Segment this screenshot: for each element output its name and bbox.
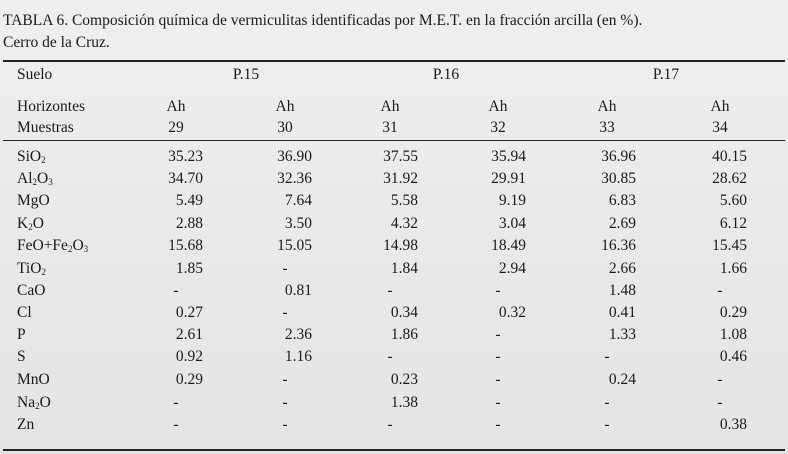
value-cell: 0.23 [390, 371, 418, 388]
value-cell: 9.19 [498, 192, 526, 209]
compound-label [17, 280, 45, 302]
value-cell: 0.29 [175, 371, 203, 388]
muestra-cell: 32 [490, 119, 506, 136]
value-cell: 4.32 [390, 215, 418, 232]
subscript: 2 [41, 155, 46, 165]
value-cell: 15.45 [712, 237, 747, 254]
table-row [0, 168, 788, 190]
table-row [0, 392, 788, 414]
value-cell: - [495, 394, 501, 411]
value-cell: 1.16 [284, 348, 312, 365]
value-cell: 40.15 [712, 148, 747, 165]
muestra-cell: 34 [712, 119, 728, 136]
muestras-label: Muestras [17, 119, 74, 136]
subscript: 2 [28, 222, 33, 232]
value-cell: 5.49 [175, 192, 203, 209]
value-cell: 32.36 [277, 170, 312, 187]
formula-text: CaO [17, 282, 46, 299]
caption-line-2: Cerro de la Cruz. [3, 34, 110, 51]
compound-label [17, 258, 46, 280]
value-cell: 6.83 [608, 192, 636, 209]
value-cell: - [495, 348, 501, 365]
value-cell: 0.81 [284, 282, 312, 299]
formula-text: O [39, 394, 51, 411]
formula-text: FeO+Fe [17, 237, 68, 254]
table-row [0, 324, 788, 346]
value-cell: - [173, 394, 179, 411]
value-cell: 31.92 [383, 170, 418, 187]
formula-text: Na [17, 394, 36, 411]
value-cell: - [604, 394, 610, 411]
value-cell: 2.94 [498, 260, 526, 277]
header-bottom-rule [3, 140, 785, 141]
value-cell: 0.41 [608, 304, 636, 321]
value-cell: - [495, 326, 501, 343]
suelo-label: Suelo [17, 66, 53, 83]
value-cell: 1.33 [608, 326, 636, 343]
value-cell: 2.88 [175, 215, 203, 232]
table-row [0, 302, 788, 324]
table-row [0, 146, 788, 168]
value-cell: 1.86 [390, 326, 418, 343]
muestra-cell: 30 [277, 119, 293, 136]
horizonte-cell: Ah [275, 98, 295, 115]
compound-label [17, 168, 53, 190]
value-cell: 0.38 [719, 416, 747, 433]
value-cell: 36.96 [601, 148, 636, 165]
horizontes-row [0, 96, 788, 118]
value-cell: 36.90 [277, 148, 312, 165]
horizonte-cell: Ah [380, 98, 400, 115]
table-row [0, 280, 788, 302]
value-cell: 16.36 [601, 237, 636, 254]
value-cell: 1.48 [608, 282, 636, 299]
horizonte-cell: Ah [597, 98, 617, 115]
value-cell: 2.66 [608, 260, 636, 277]
subscript: 2 [32, 177, 37, 187]
horizonte-cell: Ah [710, 98, 730, 115]
table-caption [3, 10, 785, 54]
value-cell: - [387, 416, 393, 433]
plot-p15: P.15 [232, 66, 260, 83]
table-row [0, 369, 788, 391]
value-cell: 0.32 [498, 304, 526, 321]
value-cell: 37.55 [383, 148, 418, 165]
value-cell: - [604, 348, 610, 365]
compound-label [17, 213, 44, 235]
value-cell: 7.64 [284, 192, 312, 209]
table-row [0, 235, 788, 257]
value-cell: 0.34 [390, 304, 418, 321]
compound-label [17, 190, 50, 212]
plot-p17: P.17 [652, 66, 680, 83]
value-cell: 2.61 [175, 326, 203, 343]
plot-p16: P.16 [432, 66, 460, 83]
value-cell: 3.50 [284, 215, 312, 232]
value-cell: 0.27 [175, 304, 203, 321]
compound-label [17, 369, 50, 391]
value-cell: 35.94 [491, 148, 526, 165]
formula-text: TiO [17, 260, 42, 277]
subscript: 3 [48, 177, 53, 187]
value-cell: 14.98 [383, 237, 418, 254]
formula-text: SiO [17, 148, 42, 165]
formula-text: O [37, 170, 49, 187]
value-cell: 15.05 [277, 237, 312, 254]
formula-text: Cl [17, 304, 32, 321]
table-row [0, 190, 788, 212]
formula-text: Al [17, 170, 33, 187]
table-bottom-rule [3, 449, 785, 451]
value-cell: - [282, 371, 288, 388]
suelo-row [0, 64, 788, 86]
horizonte-cell: Ah [488, 98, 508, 115]
value-cell: - [282, 260, 288, 277]
muestra-cell: 31 [382, 119, 398, 136]
table-row [0, 346, 788, 368]
subscript: 2 [67, 244, 73, 254]
value-cell: 5.60 [719, 192, 747, 209]
value-cell: 2.69 [608, 215, 636, 232]
value-cell: 29.91 [491, 170, 526, 187]
table-row [0, 414, 788, 436]
value-cell: 15.68 [168, 237, 203, 254]
table-row [0, 258, 788, 280]
value-cell: 0.46 [719, 348, 747, 365]
formula-text: P [17, 326, 26, 343]
value-cell: 35.23 [168, 148, 203, 165]
subscript: 3 [83, 244, 89, 254]
value-cell: - [387, 348, 393, 365]
value-cell: 18.49 [491, 237, 526, 254]
value-cell: - [717, 394, 723, 411]
value-cell: - [387, 282, 393, 299]
formula-text: O [72, 237, 84, 254]
value-cell: - [282, 304, 288, 321]
formula-text: O [32, 215, 44, 232]
value-cell: 6.12 [719, 215, 747, 232]
horizontes-label: Horizontes [17, 98, 86, 115]
compound-label [17, 414, 34, 436]
compound-label [17, 302, 32, 324]
value-cell: 28.62 [712, 170, 747, 187]
value-cell: 1.84 [390, 260, 418, 277]
compound-label [17, 235, 88, 257]
value-cell: 1.85 [175, 260, 203, 277]
value-cell: - [173, 282, 179, 299]
value-cell: 1.66 [719, 260, 747, 277]
formula-text: Zn [17, 416, 35, 433]
value-cell: 0.29 [719, 304, 747, 321]
value-cell: 5.58 [390, 192, 418, 209]
table-top-rule [3, 60, 785, 62]
value-cell: - [717, 371, 723, 388]
value-cell: 2.36 [284, 326, 312, 343]
value-cell: 0.24 [608, 371, 636, 388]
value-cell: - [604, 416, 610, 433]
value-cell: 30.85 [601, 170, 636, 187]
value-cell: 1.38 [390, 394, 418, 411]
value-cell: - [173, 416, 179, 433]
caption-line-1: TABLA 6. Composición química de vermiculitas identificadas por M.E.T. en la fracción arcilla (en %). [3, 12, 643, 29]
table-row [0, 213, 788, 235]
formula-text: K [17, 215, 29, 232]
value-cell: - [282, 416, 288, 433]
value-cell: 34.70 [168, 170, 203, 187]
compound-label [17, 324, 26, 346]
formula-text: MgO [17, 192, 50, 209]
muestras-row [0, 117, 788, 139]
value-cell: 0.92 [175, 348, 203, 365]
compound-label [17, 346, 26, 368]
muestra-cell: 33 [599, 119, 615, 136]
subscript: 2 [35, 401, 40, 411]
value-cell: - [495, 282, 501, 299]
value-cell: - [495, 416, 501, 433]
value-cell: - [282, 394, 288, 411]
value-cell: - [717, 282, 723, 299]
horizonte-cell: Ah [166, 98, 186, 115]
formula-text: MnO [17, 371, 50, 388]
compound-label [17, 146, 46, 168]
value-cell: - [495, 371, 501, 388]
value-cell: 3.04 [498, 215, 526, 232]
formula-text: S [17, 348, 26, 365]
muestra-cell: 29 [168, 119, 184, 136]
subscript: 2 [41, 267, 46, 277]
value-cell: 1.08 [719, 326, 747, 343]
compound-label [17, 392, 51, 414]
